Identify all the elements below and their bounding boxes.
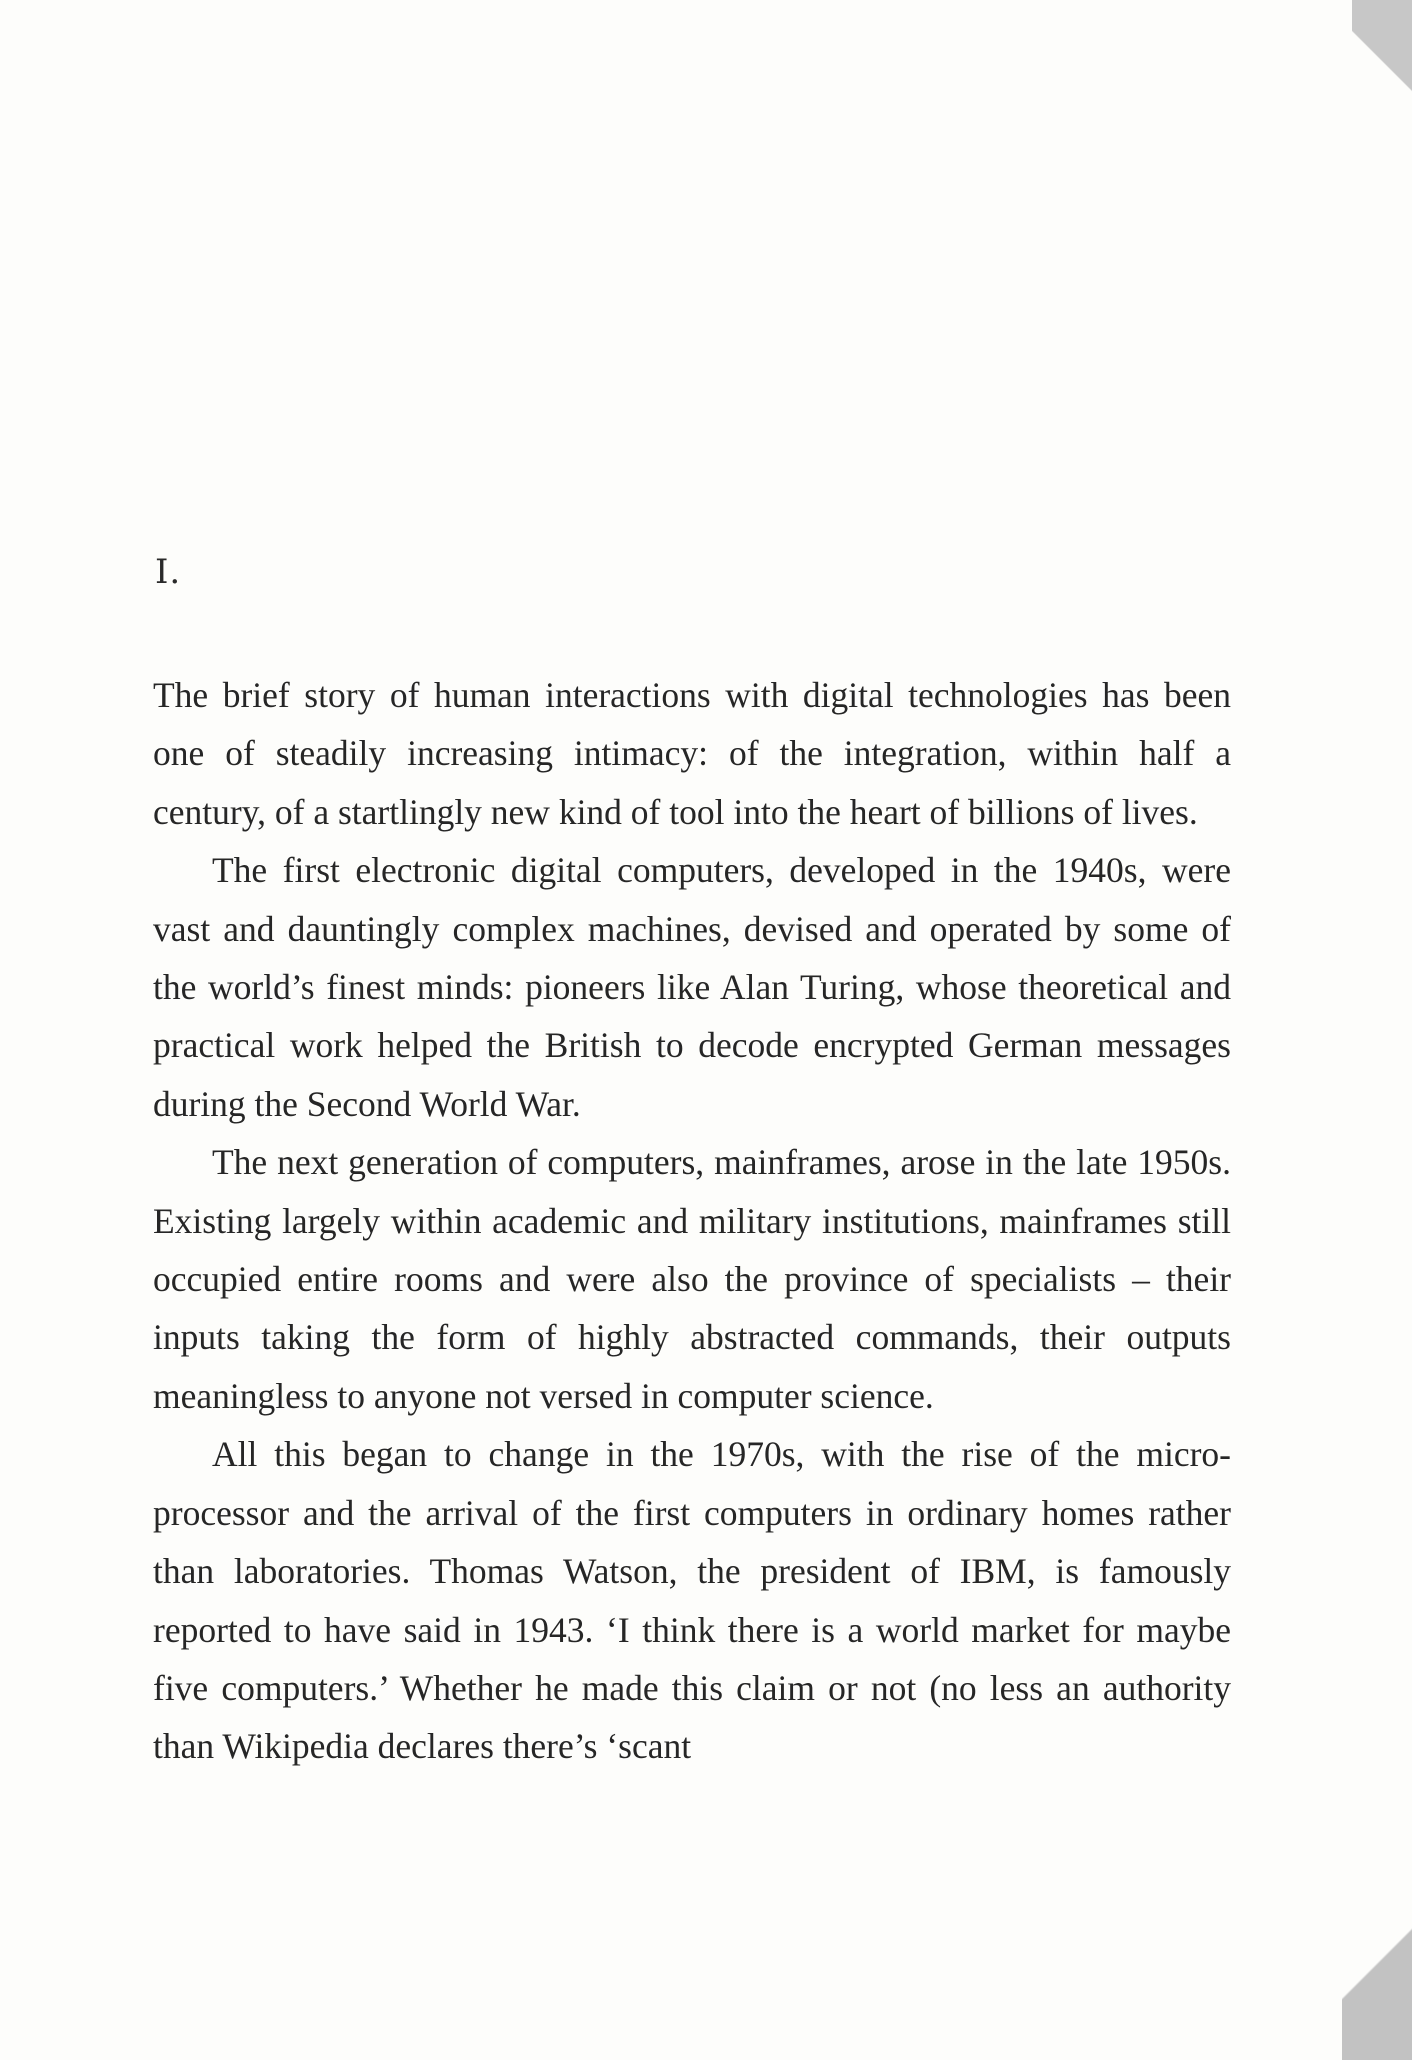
page-corner-shadow-top (1352, 0, 1412, 120)
paragraph: The next generation of computers, mainframes, arose in the late 1950s. Existing largely within academic and military institutions, mainframes still occupied entire rooms and were also the province of specialists – their inputs taking the form of highly abstracted commands, their outputs meaningless to anyone not versed in computer science. (153, 1142, 1231, 1416)
section-number: I. (155, 552, 182, 592)
paragraph: The brief story of human interactions with digital technologies has been one of steadily increasing intimacy: of the integration, within half a century, of a startlingly new kind of tool into the heart of billions of lives. (153, 675, 1231, 832)
paragraph: All this began to change in the 1970s, with the rise of the microprocessor and the arrival of the first computers in ordinary homes rather than laboratories. Thomas Watson, the president of IBM, is famously reported to have said in 1943. ‘I think there is a world market for maybe five computers.’ Whether he made this claim or not (no less an authority than Wikipedia declares there’s ‘scant (153, 1434, 1231, 1767)
page-corner-shadow-bottom (1342, 1860, 1412, 2060)
body-text (153, 666, 1231, 1776)
paragraph: The first electronic digital computers, developed in the 1940s, were vast and dauntingly complex machines, devised and operated by some of the world’s finest minds: pioneers like Alan Turing, whose theoretical and practical work helped the British to decode encrypted German messages during the Second World War. (153, 850, 1231, 1124)
